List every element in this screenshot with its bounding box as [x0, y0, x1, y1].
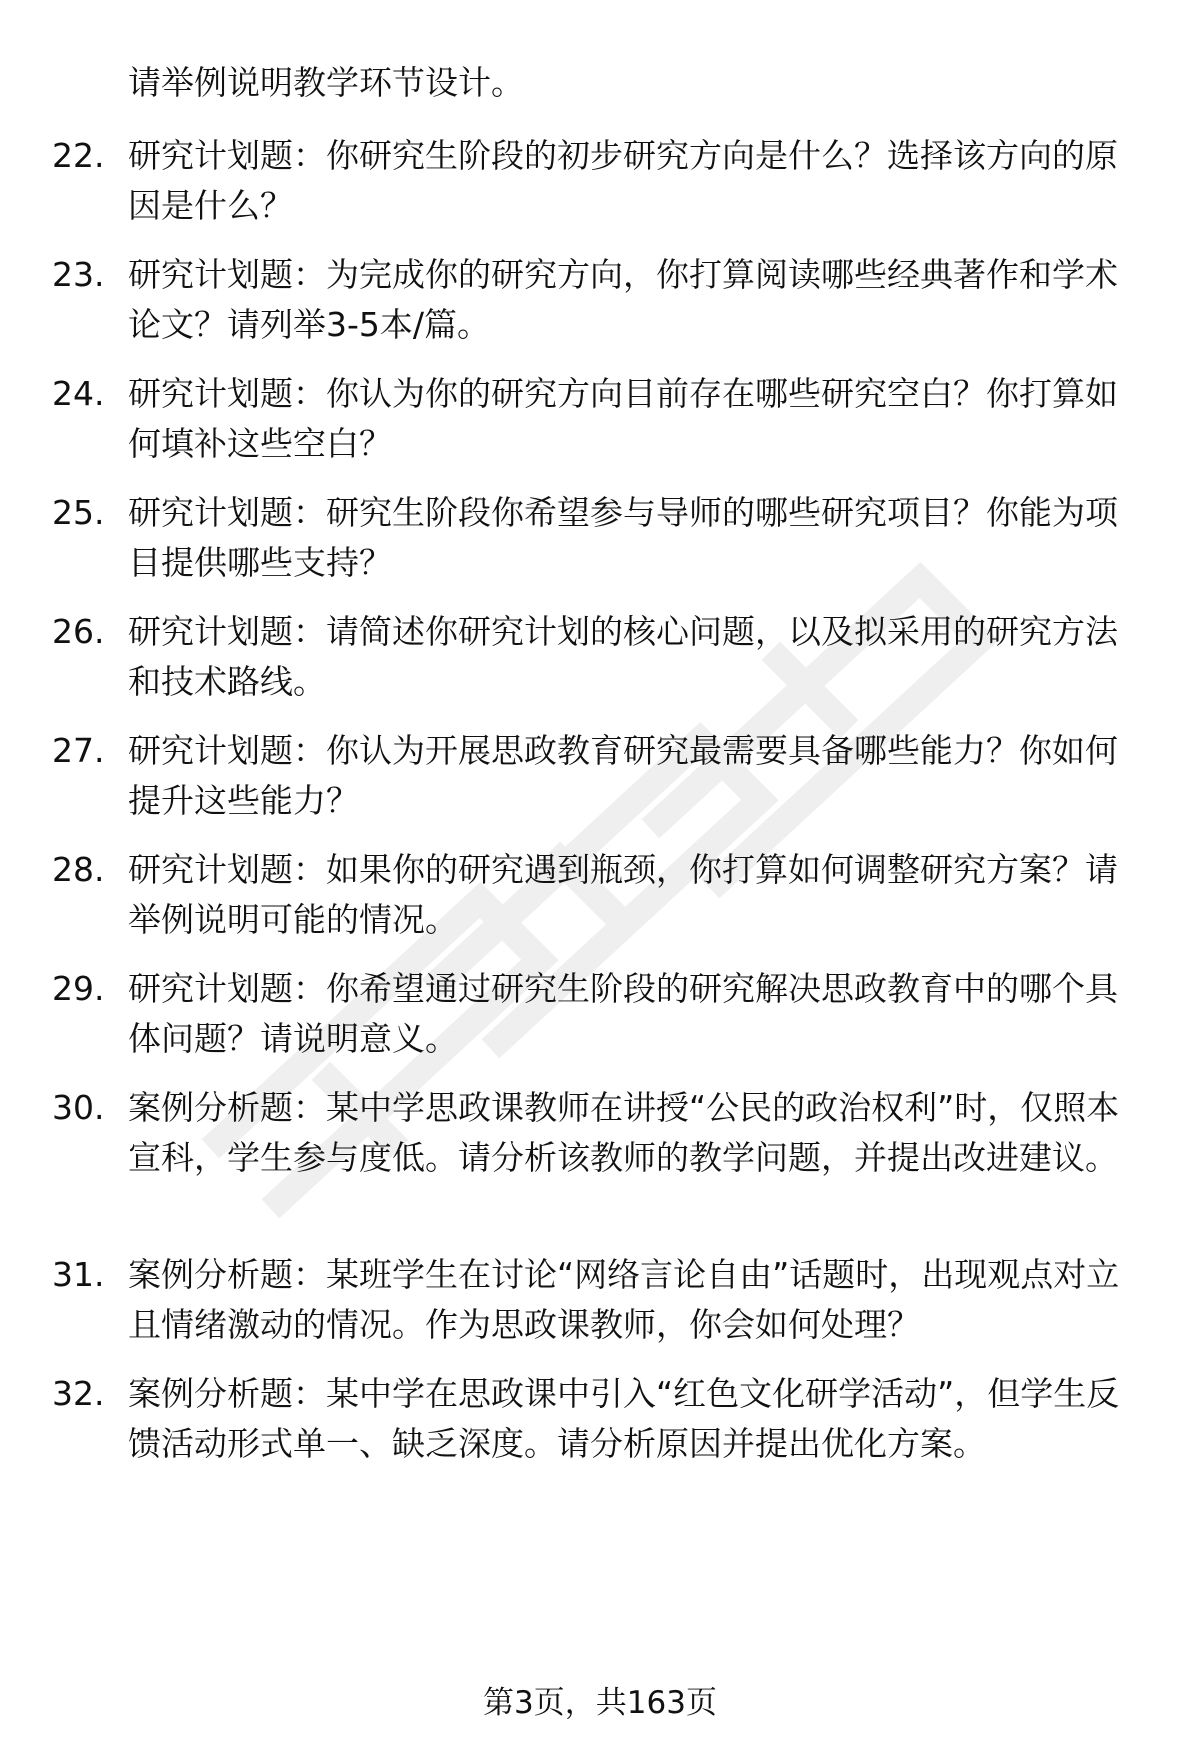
- item-text: 研究计划题：研究生阶段你希望参与导师的哪些研究项目？你能为项目提供哪些支持？: [128, 493, 1118, 582]
- item-text: 研究计划题：请简述你研究计划的核心问题，以及拟采用的研究方法和技术路线。: [128, 612, 1118, 701]
- item-text: 案例分析题：某中学在思政课中引入“红色文化研学活动”，但学生反馈活动形式单一、缺乏深度。请分析原因并提出优化方案。: [128, 1374, 1120, 1463]
- item-text: 案例分析题：某班学生在讨论“网络言论自由”话题时，出现观点对立且情绪激动的情况。作为思政课教师，你会如何处理？: [128, 1255, 1120, 1344]
- item-number: 23.: [52, 255, 105, 294]
- item-number: 31.: [52, 1255, 105, 1294]
- item-number: 30.: [52, 1088, 105, 1127]
- item-number: 29.: [52, 969, 105, 1008]
- item-text: 案例分析题：某中学思政课教师在讲授“公民的政治权利”时，仅照本宣科，学生参与度低。请分析该教师的教学问题，并提出改进建议。: [128, 1088, 1120, 1177]
- item-text: 研究计划题：为完成你的研究方向，你打算阅读哪些经典著作和学术论文？请列举3-5本/篇。: [128, 255, 1118, 344]
- item-number: 28.: [52, 850, 105, 889]
- item-text: 研究计划题：你认为开展思政教育研究最需要具备哪些能力？你如何提升这些能力？: [128, 731, 1118, 820]
- item-number: 26.: [52, 612, 105, 651]
- item-text: 研究计划题：如果你的研究遇到瓶颈，你打算如何调整研究方案？请举例说明可能的情况。: [128, 850, 1118, 939]
- item-text: 研究计划题：你希望通过研究生阶段的研究解决思政教育中的哪个具体问题？请说明意义。: [128, 969, 1118, 1058]
- item-number: 25.: [52, 493, 105, 532]
- item-number: 27.: [52, 731, 105, 770]
- item-text: 研究计划题：你认为你的研究方向目前存在哪些研究空白？你打算如何填补这些空白？: [128, 374, 1118, 463]
- item-text: 研究计划题：你研究生阶段的初步研究方向是什么？选择该方向的原因是什么？: [128, 136, 1118, 225]
- page-footer: 第3页，共163页: [483, 1685, 717, 1721]
- item-number: 22.: [52, 136, 105, 175]
- continuation-text: 请举例说明教学环节设计。: [128, 63, 524, 102]
- item-number: 32.: [52, 1374, 105, 1413]
- item-number: 24.: [52, 374, 105, 413]
